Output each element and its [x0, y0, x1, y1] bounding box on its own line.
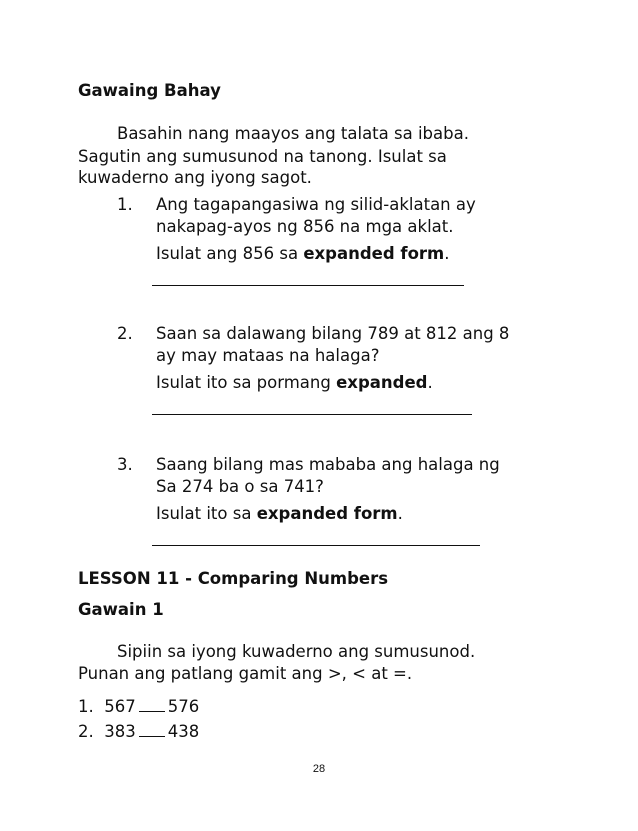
- question-2-answer-line: [152, 414, 472, 415]
- question-3-instruction-bold: expanded form: [256, 504, 398, 523]
- compare-item-2: 2. 383 438: [78, 722, 200, 741]
- question-1-line-1: Ang tagapangasiwa ng silid-aklatan ay: [156, 195, 476, 214]
- question-1-number: 1.: [117, 195, 133, 214]
- question-1-line-2: nakapag-ayos ng 856 na mga aklat.: [156, 217, 454, 236]
- lesson-title: LESSON 11 - Comparing Numbers: [78, 569, 389, 588]
- question-3-answer-line: [152, 545, 480, 546]
- question-2-instruction: Isulat ito sa pormang expanded.: [156, 373, 433, 392]
- compare-item-1: 1. 567 576: [78, 697, 200, 716]
- page-number: 28: [312, 763, 326, 775]
- compare-item-1-blank: [139, 696, 165, 712]
- question-1-answer-line: [152, 285, 464, 286]
- homework-title: Gawaing Bahay: [78, 81, 221, 100]
- intro-line-2: Sagutin ang sumusunod na tanong. Isulat sa: [78, 147, 447, 166]
- question-2-number: 2.: [117, 324, 133, 343]
- question-2-line-2: ay may mataas na halaga?: [156, 346, 380, 365]
- question-1-instruction: Isulat ang 856 sa expanded form.: [156, 244, 450, 263]
- question-2-instruction-bold: expanded: [336, 373, 428, 392]
- question-3-instruction: Isulat ito sa expanded form.: [156, 504, 403, 523]
- question-3-number: 3.: [117, 455, 133, 474]
- lesson-instruction-1: Sipiin sa iyong kuwaderno ang sumusunod.: [117, 642, 476, 661]
- intro-line-1: Basahin nang maayos ang talata sa ibaba.: [117, 124, 469, 143]
- intro-line-3: kuwaderno ang iyong sagot.: [78, 168, 312, 187]
- compare-item-2-blank: [139, 721, 165, 737]
- question-3-line-2: Sa 274 ba o sa 741?: [156, 477, 324, 496]
- question-2-line-1: Saan sa dalawang bilang 789 at 812 ang 8: [156, 324, 510, 343]
- question-1-instruction-bold: expanded form: [303, 244, 445, 263]
- activity-title: Gawain 1: [78, 600, 164, 619]
- lesson-instruction-2: Punan ang patlang gamit ang >, < at =.: [78, 664, 413, 683]
- question-3-line-1: Saang bilang mas mababa ang halaga ng: [156, 455, 500, 474]
